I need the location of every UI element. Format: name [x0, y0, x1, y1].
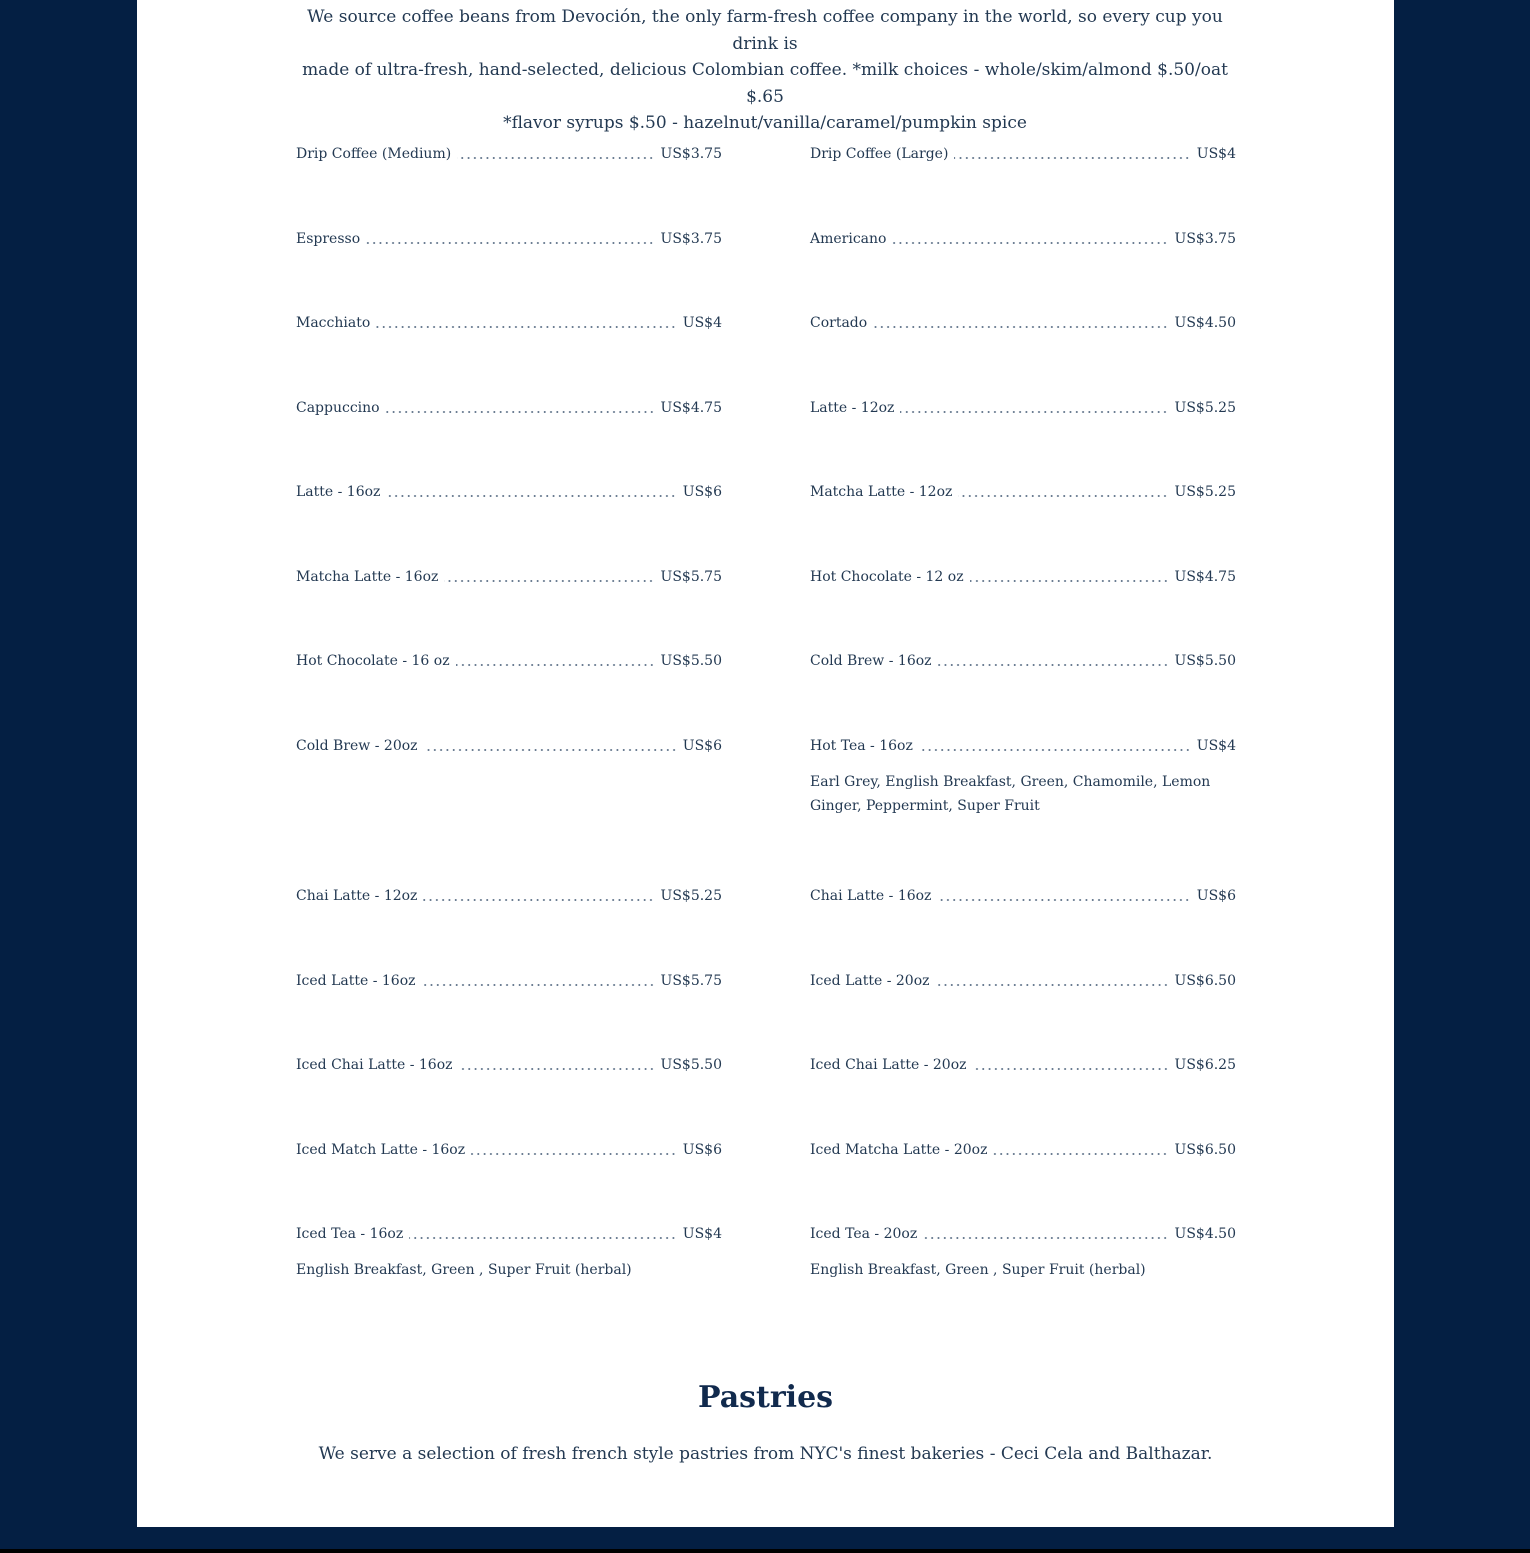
dot-leader [423, 898, 654, 902]
item-name: Drip Coffee (Medium) [296, 146, 452, 162]
menu-item [296, 651, 722, 671]
item-name: Chai Latte - 12oz [296, 888, 418, 904]
dot-leader [993, 1152, 1168, 1156]
item-price: US$5.50 [660, 1057, 722, 1073]
dot-leader [444, 579, 654, 583]
intro-line-3: *flavor syrups $.50 - hazelnut/vanilla/caramel/pumpkin spice [503, 113, 1027, 133]
dot-leader [919, 748, 1191, 752]
menu-item [810, 886, 1236, 906]
item-price: US$4 [1196, 146, 1236, 162]
item-price: US$4.50 [1174, 1226, 1236, 1242]
coffee-intro [290, 4, 1240, 137]
item-price: US$5.25 [1174, 484, 1236, 500]
dot-leader [366, 241, 654, 245]
item-price: US$3.75 [660, 231, 722, 247]
menu-item [296, 886, 722, 906]
item-name: Iced Matcha Latte - 20oz [810, 1142, 988, 1158]
item-price: US$3.75 [660, 146, 722, 162]
menu-item [810, 1140, 1236, 1160]
item-name: Cold Brew - 16oz [810, 653, 932, 669]
menu-item [810, 144, 1236, 164]
item-name: Iced Chai Latte - 16oz [296, 1057, 453, 1073]
menu-item [810, 1055, 1236, 1075]
item-price: US$6.50 [1174, 1142, 1236, 1158]
item-description: Earl Grey, English Breakfast, Green, Chamomile, Lemon Ginger, Peppermint, Super Fruit [810, 774, 1211, 814]
dot-leader [954, 156, 1190, 160]
menu-item [810, 736, 1236, 818]
dot-leader [873, 325, 1168, 329]
item-name: Cold Brew - 20oz [296, 738, 418, 754]
item-name: Iced Latte - 16oz [296, 973, 416, 989]
menu-item [810, 971, 1236, 991]
dot-leader [424, 748, 677, 752]
item-description: English Breakfast, Green , Super Fruit (herbal) [296, 1262, 632, 1278]
item-name: Matcha Latte - 12oz [810, 484, 953, 500]
item-name: Cappuccino [296, 400, 380, 416]
item-price: US$6.50 [1174, 973, 1236, 989]
dot-leader [376, 325, 677, 329]
item-price: US$6 [682, 738, 722, 754]
menu-item [810, 651, 1236, 671]
dot-leader [900, 410, 1168, 414]
dot-leader [970, 579, 1169, 583]
item-name: Espresso [296, 231, 361, 247]
item-price: US$6 [682, 484, 722, 500]
item-name: Macchiato [296, 315, 371, 331]
item-price: US$5.50 [1174, 653, 1236, 669]
dot-leader [923, 1236, 1168, 1240]
dot-leader [459, 1067, 655, 1071]
item-name: Chai Latte - 16oz [810, 888, 932, 904]
menu-item [296, 736, 722, 756]
item-name: Americano [810, 231, 887, 247]
pastries-description: We serve a selection of fresh french style pastries from NYC's finest bakeries - Ceci Cela and Balthazar. [318, 1444, 1213, 1464]
item-name: Iced Latte - 20oz [810, 973, 930, 989]
item-name: Hot Chocolate - 12 oz [810, 569, 964, 585]
menu-item [810, 1224, 1236, 1282]
menu-item [296, 567, 722, 587]
item-name: Iced Chai Latte - 20oz [810, 1057, 967, 1073]
menu-item [296, 482, 722, 502]
item-price: US$5.25 [660, 888, 722, 904]
menu-item [296, 1224, 722, 1282]
dot-leader [892, 241, 1168, 245]
dot-leader [938, 663, 1169, 667]
item-price: US$4.75 [1174, 569, 1236, 585]
menu-item [810, 229, 1236, 249]
item-name: Hot Tea - 16oz [810, 738, 913, 754]
menu-item [296, 398, 722, 418]
item-price: US$4 [1196, 738, 1236, 754]
intro-line-2: made of ultra-fresh, hand-selected, delicious Colombian coffee. *milk choices - whole/skim/almond $.50/oat $.65 [302, 60, 1228, 107]
dot-leader [422, 983, 655, 987]
menu-item [810, 398, 1236, 418]
dot-leader [456, 663, 655, 667]
menu-item [296, 1055, 722, 1075]
dot-leader [958, 494, 1168, 498]
item-price: US$6.25 [1174, 1057, 1236, 1073]
item-price: US$3.75 [1174, 231, 1236, 247]
item-name: Cortado [810, 315, 868, 331]
menu-item [810, 567, 1236, 587]
item-price: US$5.25 [1174, 400, 1236, 416]
dot-leader [471, 1152, 677, 1156]
dot-leader [936, 983, 1169, 987]
item-price: US$5.75 [660, 569, 722, 585]
item-price: US$4.50 [1174, 315, 1236, 331]
item-price: US$5.75 [660, 973, 722, 989]
item-name: Iced Tea - 16oz [296, 1226, 404, 1242]
intro-line-1: We source coffee beans from Devoción, the only farm-fresh coffee company in the world, so every cup you drink is [307, 7, 1223, 54]
menu-item [296, 1140, 722, 1160]
dot-leader [973, 1067, 1169, 1071]
item-price: US$4 [682, 1226, 722, 1242]
menu-item [296, 971, 722, 991]
item-price: US$6 [682, 1142, 722, 1158]
menu-item [810, 482, 1236, 502]
item-name: Latte - 16oz [296, 484, 381, 500]
item-name: Drip Coffee (Large) [810, 146, 949, 162]
item-description: English Breakfast, Green , Super Fruit (herbal) [810, 1262, 1146, 1278]
item-name: Matcha Latte - 16oz [296, 569, 439, 585]
item-price: US$5.50 [660, 653, 722, 669]
dot-leader [937, 898, 1190, 902]
item-name: Hot Chocolate - 16 oz [296, 653, 450, 669]
item-name: Iced Tea - 20oz [810, 1226, 918, 1242]
menu-item [296, 229, 722, 249]
item-name: Iced Match Latte - 16oz [296, 1142, 466, 1158]
item-price: US$4 [682, 315, 722, 331]
menu-item [810, 313, 1236, 333]
menu-item [296, 144, 722, 164]
item-name: Latte - 12oz [810, 400, 895, 416]
item-price: US$6 [1196, 888, 1236, 904]
pastries-heading: Pastries [697, 1380, 834, 1415]
menu-item [296, 313, 722, 333]
item-price: US$4.75 [660, 400, 722, 416]
footer-edge [0, 1549, 1530, 1553]
dot-leader [409, 1236, 677, 1240]
dot-leader [386, 494, 676, 498]
dot-leader [457, 156, 654, 160]
dot-leader [386, 410, 655, 414]
